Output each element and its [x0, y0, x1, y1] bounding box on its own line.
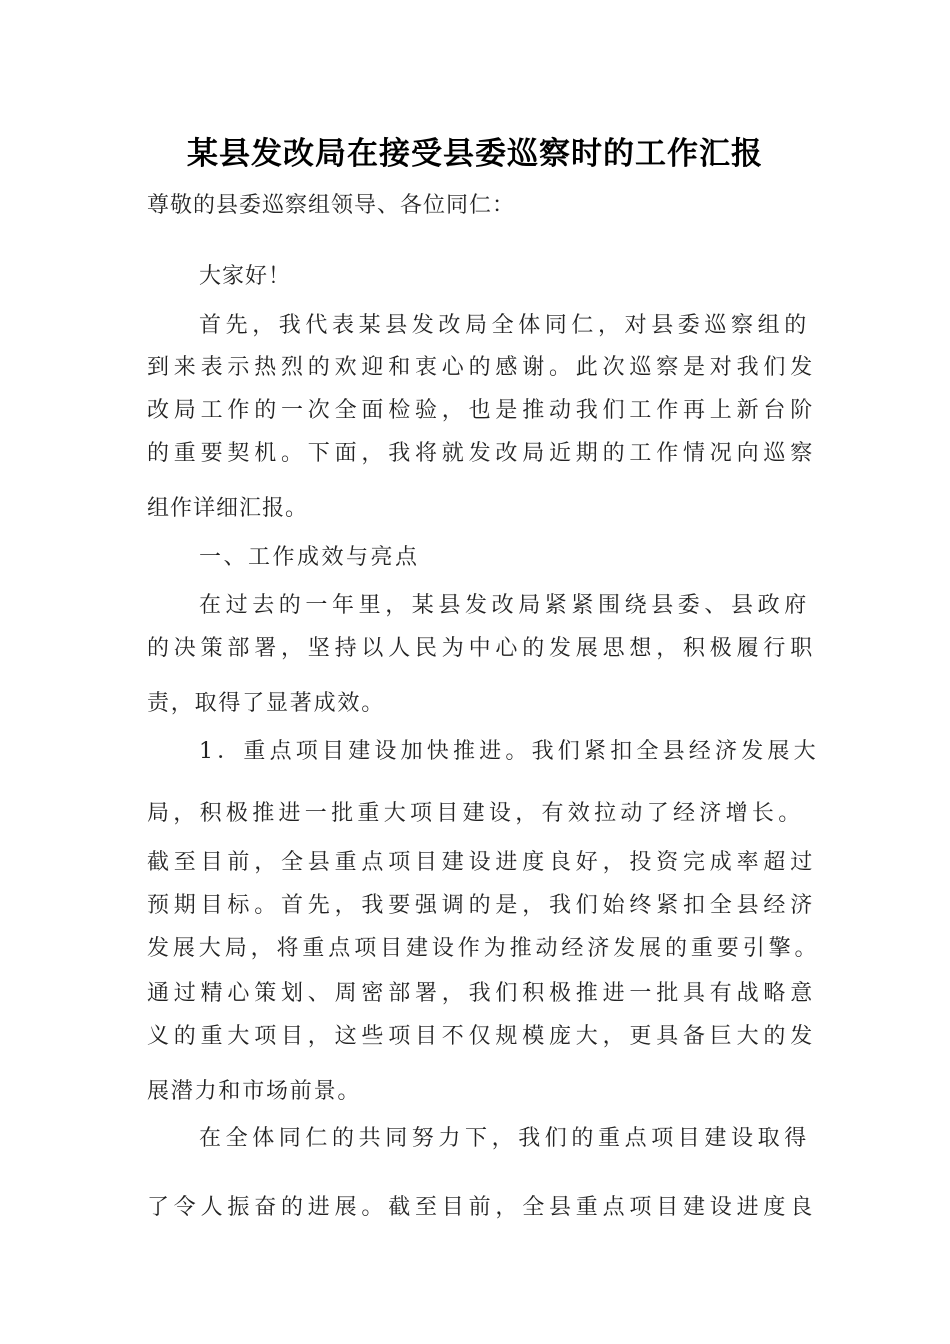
body-line: 截至目前，全县重点项目建设进度良好，投资完成率超过	[147, 850, 818, 875]
document-title: 某县发改局在接受县委巡察时的工作汇报	[187, 136, 763, 172]
body-line: 到来表示热烈的欢迎和衷心的感谢。此次巡察是对我们发	[147, 355, 818, 380]
body-line: 的决策部署，坚持以人民为中心的发展思想，积极履行职	[147, 636, 818, 661]
body-line: 在过去的一年里，某县发改局紧紧围绕县委、县政府	[199, 593, 811, 618]
section-heading: 一、工作成效与亮点	[199, 545, 420, 570]
body-line: 的重要契机。下面，我将就发改局近期的工作情况向巡察	[147, 441, 818, 466]
body-line: 义的重大项目，这些项目不仅规模庞大，更具备巨大的发	[147, 1024, 818, 1049]
body-line: 预期目标。首先，我要强调的是，我们始终紧扣全县经济	[147, 893, 818, 918]
body-line: 展潜力和市场前景。	[147, 1079, 362, 1104]
body-line: 在全体同仁的共同努力下，我们的重点项目建设取得	[199, 1126, 811, 1151]
body-line: 1．重点项目建设加快推进。我们紧扣全县经济发展大	[199, 739, 820, 764]
body-line: 组作详细汇报。	[147, 496, 309, 521]
salutation-line: 尊敬的县委巡察组领导、各位同仁：	[147, 193, 516, 218]
greeting-line: 大家好！	[199, 264, 292, 289]
body-line: 责，取得了显著成效。	[147, 691, 386, 716]
body-line: 通过精心策划、周密部署，我们积极推进一批具有战略意	[147, 981, 818, 1006]
body-line: 发展大局，将重点项目建设作为推动经济发展的重要引擎。	[147, 936, 821, 961]
body-line: 局，积极推进一批重大项目建设，有效拉动了经济增长。	[147, 801, 805, 826]
body-line: 首先，我代表某县发改局全体同仁，对县委巡察组的	[199, 313, 811, 338]
body-line: 了令人振奋的进展。截至目前，全县重点项目建设进度良	[147, 1195, 818, 1220]
body-line: 改局工作的一次全面检验，也是推动我们工作再上新台阶	[147, 398, 818, 423]
